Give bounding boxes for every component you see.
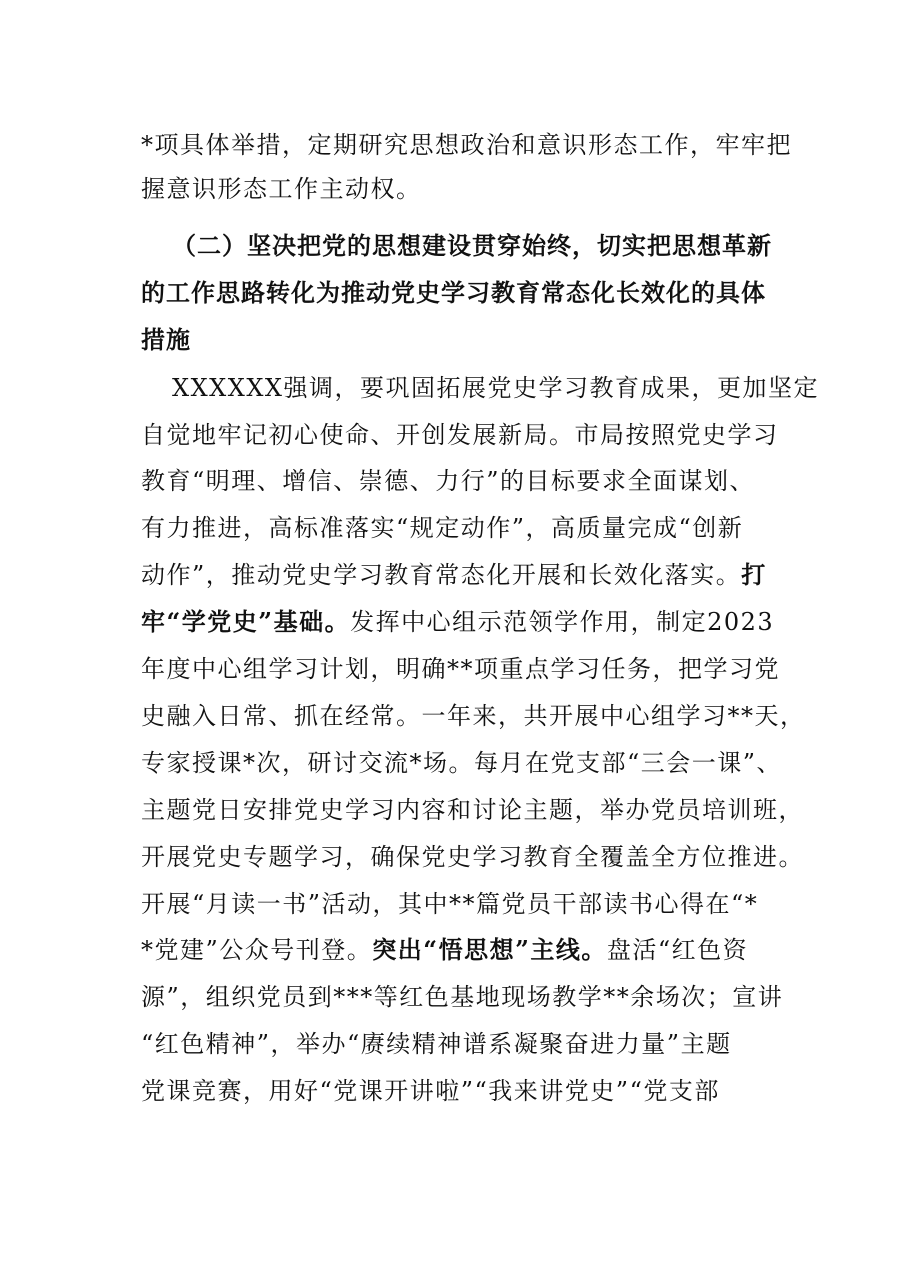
emphasis-text: 突出“悟思想”主线。: [372, 935, 607, 964]
plain-text: 动作”，推动党史学习教育常态化开展和长效化落实。: [141, 561, 742, 589]
plain-text: 盘活“红色资: [606, 936, 749, 964]
body-text-line: 年度中心组学习计划，明确**项重点学习任务，把学习党: [141, 655, 780, 683]
body-text-line: 源”，组织党员到***等红色基地现场教学**余场次；宣讲: [141, 983, 784, 1011]
body-text-line: [141, 551, 771, 599]
body-text-line: 主题党日安排党史学习内容和讨论主题，举办党员培训班，: [141, 796, 804, 824]
body-text-line: 有力推进，高标准落实“规定动作”，高质量完成“创新: [141, 514, 744, 542]
body-text-line: XXXXXX强调，要巩固拓展党史学习教育成果，更加坚定: [172, 374, 820, 402]
body-text-line: 握意识形态工作主动权。: [141, 175, 422, 203]
body-text-line: 开展“月读一书”活动，其中**篇党员干部读书心得在“*: [141, 890, 759, 918]
body-text-line: 党课竞赛，用好“党课开讲啦”“我来讲党史”“党支部: [141, 1077, 720, 1105]
body-text-line: [141, 926, 771, 974]
section-heading-line: 的工作思路转化为推动党史学习教育常态化长效化的具体: [141, 278, 766, 307]
body-text-line: “红色精神”，举办“赓续精神谱系凝聚奋进力量”主题: [141, 1030, 732, 1058]
body-text-line: 自觉地牢记初心使命、开创发展新局。市局按照党史学习: [141, 421, 779, 449]
body-text-line: 教育“明理、增信、崇德、力行”的目标要求全面谋划、: [141, 467, 756, 495]
plain-text: *党建”公众号刊登。: [141, 936, 373, 964]
section-heading-line: （二）坚决把党的思想建设贯穿始终，切实把思想革新: [172, 231, 772, 260]
body-text-line: *项具体举措，定期研究思想政治和意识形态工作，牢牢把: [141, 131, 792, 159]
body-text-line: 开展党史专题学习，确保党史学习教育全覆盖全方位推进。: [141, 843, 804, 871]
section-heading-line: 措施: [141, 325, 191, 354]
emphasis-text: 打: [741, 560, 767, 589]
body-text-line: 专家授课*次，研讨交流*场。每月在党支部“三会一课”、: [141, 749, 783, 777]
body-text-line: [141, 598, 775, 646]
body-text-line: 史融入日常、抓在经常。一年来，共开展中心组学习**天，: [141, 702, 806, 730]
emphasis-text: 牢“学党史”基础。: [141, 607, 351, 636]
plain-text: 发挥中心组示范领学作用，制定2023: [350, 608, 775, 636]
